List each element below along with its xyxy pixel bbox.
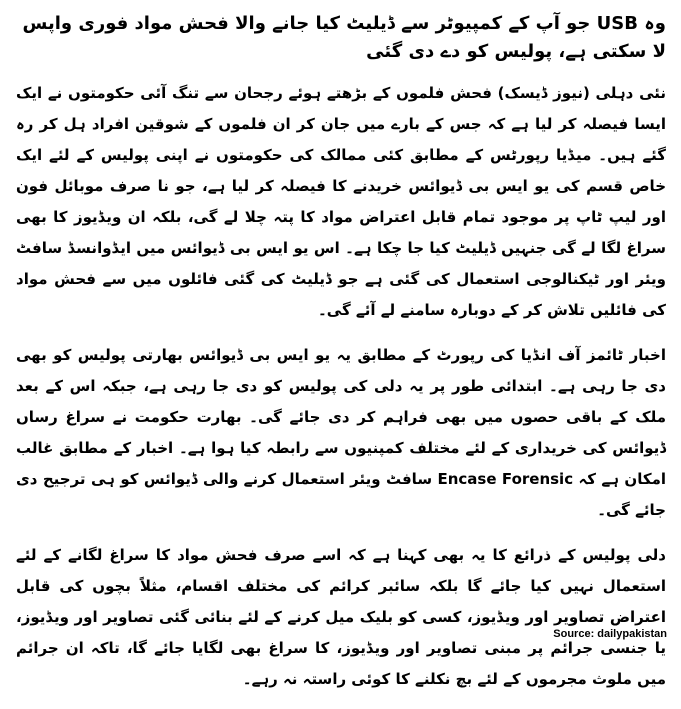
article-paragraph-3: دلی پولیس کے ذرائع کا یہ بھی کہنا ہے کہ اسے صرف فحش مواد کا سراغ لگانے کے لئے استعمال نہیں کیا جائے گا بلکہ سائبر کرائم کی مختلف اقسام، مثلاً بچوں کی قابل اعتراض تصاویر اور ویڈیوز، کسی کو بلیک میل کرنے کے لئے بنائی گئی تصاویر اور ویڈیوز، یا جنسی جرائم پر مبنی تصاویر اور ویڈیوز، کا سراغ بھی لگایا جائے گا، تاکہ ان جرائم میں ملوث مجرموں کے لئے بچ نکلنے کا کوئی راستہ نہ رہے۔ xyxy=(16,546,666,688)
article-paragraph-1: نئی دہلی (نیوز ڈیسک) فحش فلموں کے بڑھتے ہوئے رجحان سے تنگ آئی حکومتوں نے ایک ایسا فیصلہ کر لیا ہے کہ جس کے بارے میں جان کر ان فلموں کے شوقین افراد ہل کر رہ گئے ہیں۔ میڈیا رپورٹس کے مطابق کئی ممالک کی حکومتوں نے اپنی پولیس کے لئے ایک خاص قسم کی یو ایس بی ڈیوائس خریدنے کا فیصلہ کر لیا ہے، جو نا صرف موبائل فون اور لیپ ٹاپ پر موجود تمام قابل اعتراض مواد کا پتہ چلا لے گی، بلکہ ان ویڈیوز کا بھی سراغ لگا لے گی جنہیں ڈیلیٹ کیا جا چکا ہے۔ اس یو ایس بی ڈیوائس میں ایڈوانسڈ سافٹ ویئر اور ٹیکنالوجی استعمال کی گئی ہے جو ڈیلیٹ کی گئی فائلوں میں سے فحش مواد کی فائلیں تلاش کر کے دوبارہ سامنے لے آئے گی۔ xyxy=(16,84,666,319)
article-headline: وہ USB جو آپ کے کمپیوٹر سے ڈیلیٹ کیا جانے والا فحش مواد فوری واپس لا سکتی ہے، پولیس کو دے دی گئی xyxy=(22,13,666,62)
source-credit: Source: dailypakistan xyxy=(553,628,667,640)
article xyxy=(16,10,666,709)
article-paragraph-2: اخبار ٹائمز آف انڈیا کی رپورٹ کے مطابق یہ یو ایس بی ڈیوائس بھارتی پولیس کو بھی دی جا رہی ہے۔ ابتدائی طور پر یہ دلی کی پولیس کو دی جا رہی ہے، جبکہ اس کے بعد ملک کے باقی حصوں میں بھی فراہم کر دی جائے گی۔ بھارت حکومت نے سراغ رساں ڈیوائس کی خریداری کے لئے مختلف کمپنیوں سے رابطہ کیا ہوا ہے۔ اخبار کے مطابق غالب امکان ہے کہ Encase Forensic سافٹ ویئر استعمال کرنے والی ڈیوائس کو ہی ترجیح دی جائے گی۔ xyxy=(16,346,667,519)
